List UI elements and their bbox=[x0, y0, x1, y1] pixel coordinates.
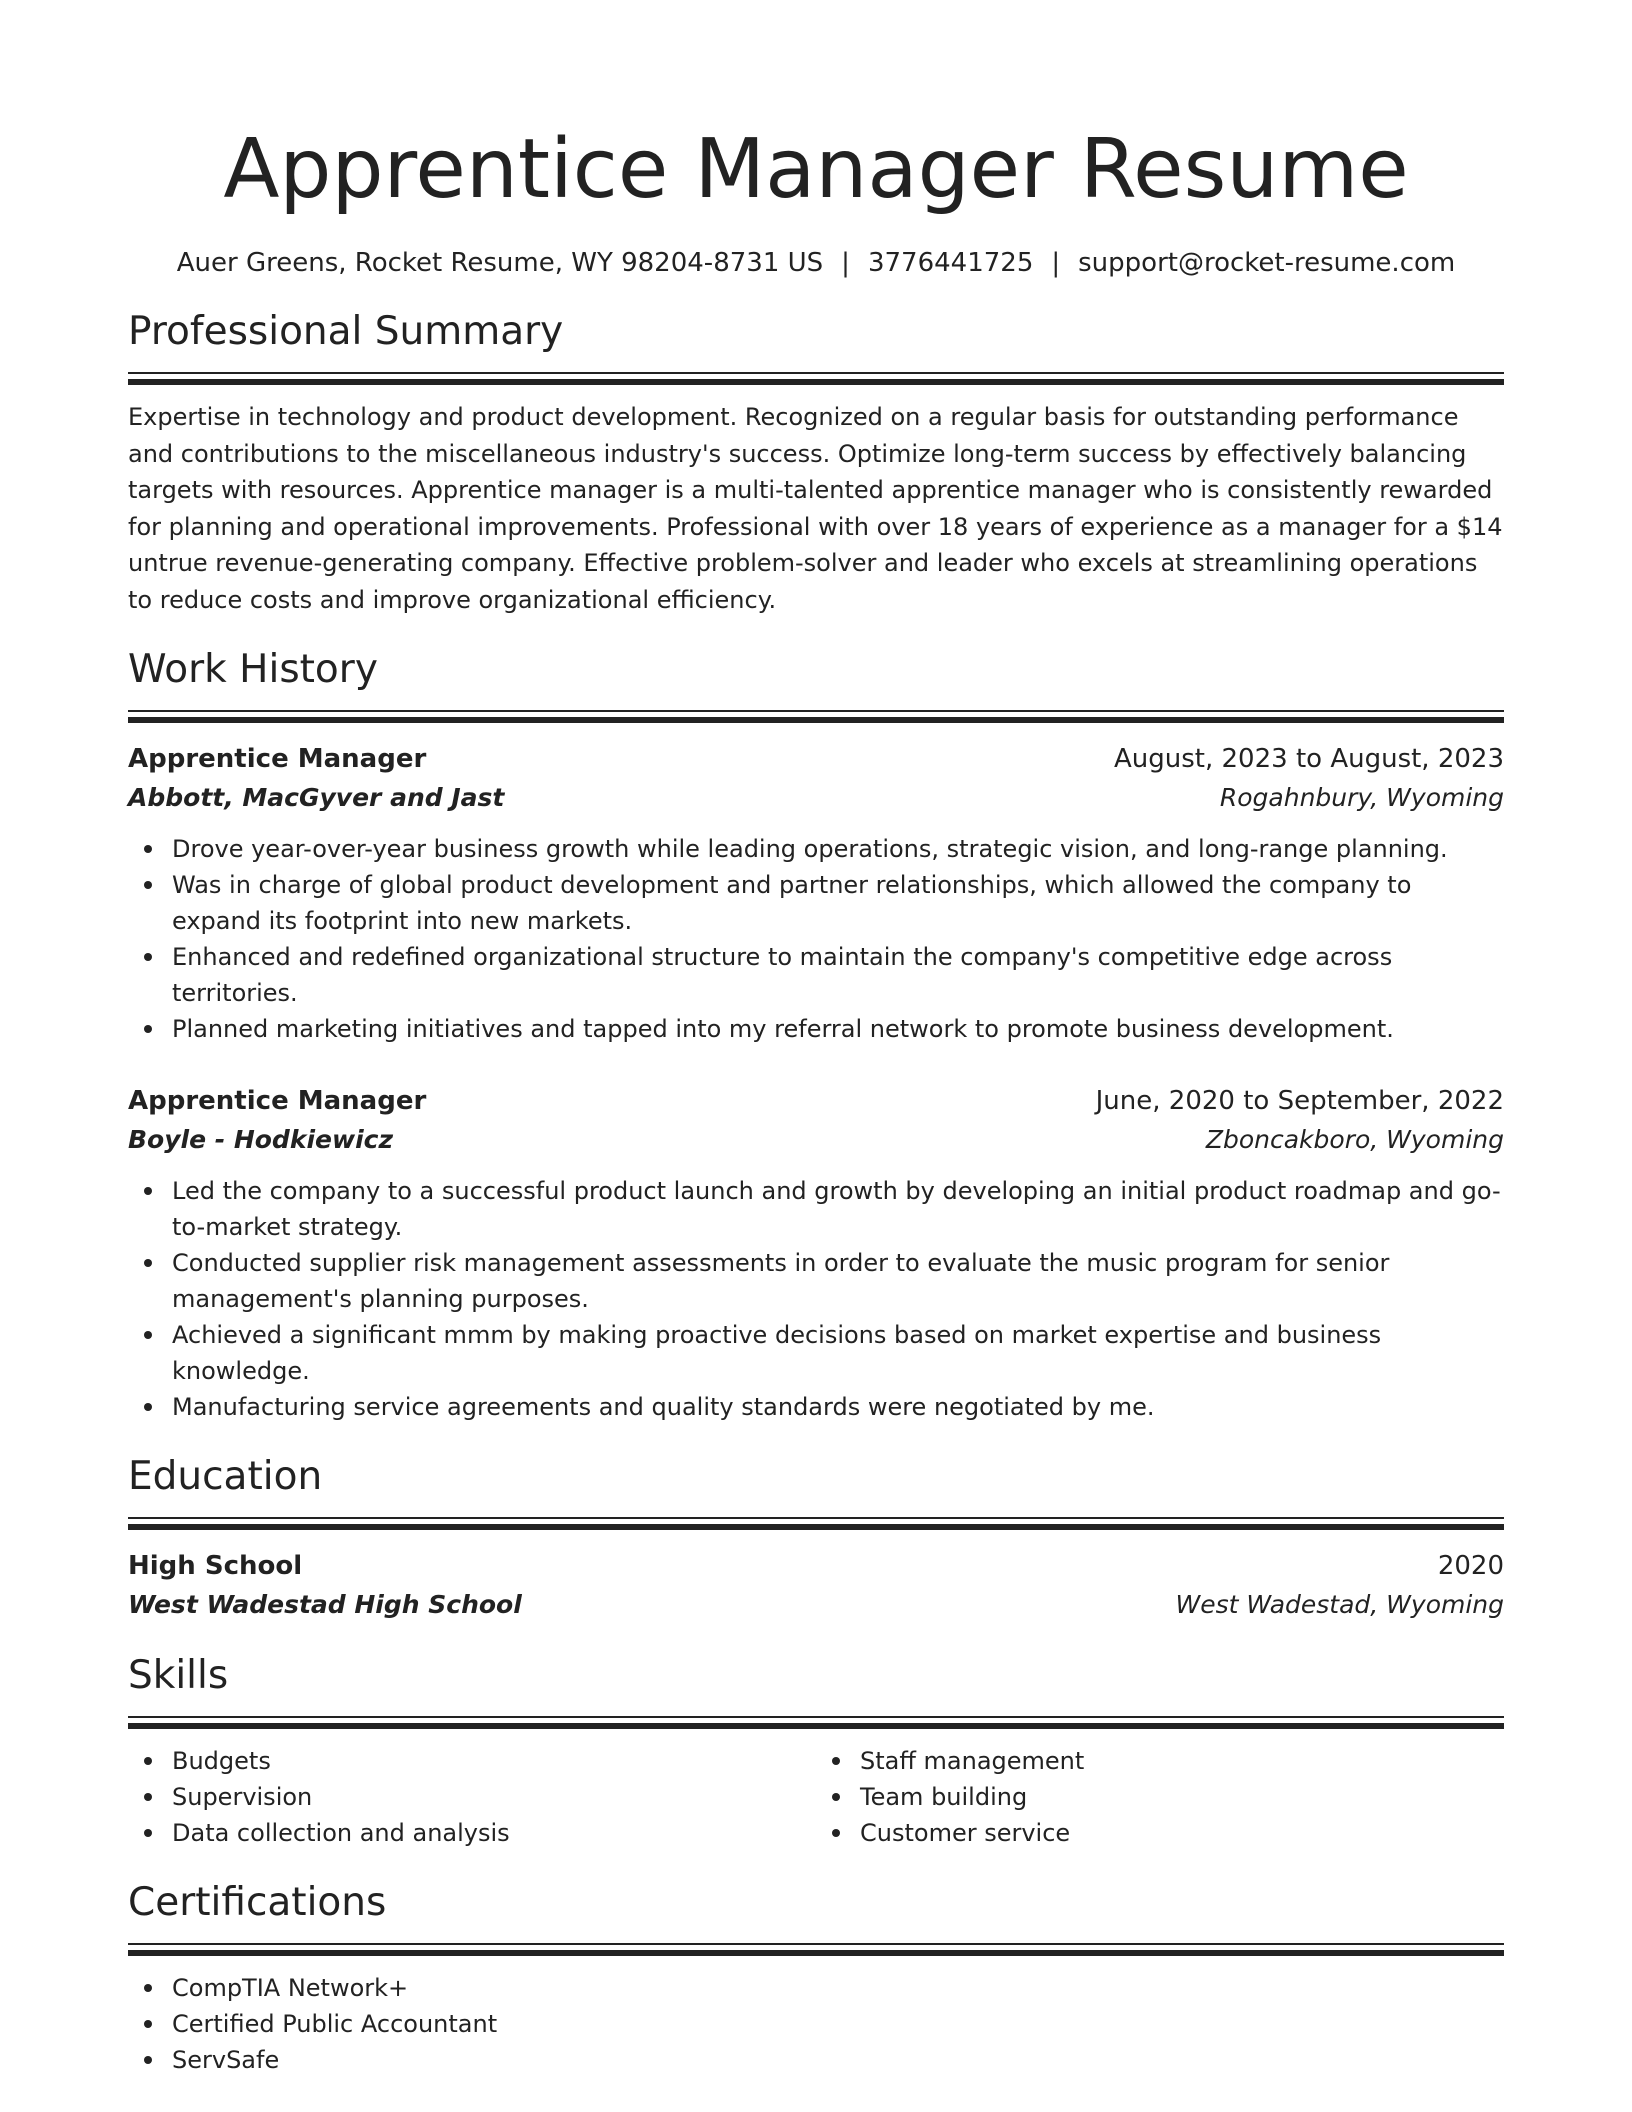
section-divider bbox=[128, 1723, 1504, 1729]
job-bullet: Was in charge of global product development and partner relationships, which allowed the company to expand its footprint into new markets. bbox=[128, 867, 1504, 939]
section-divider bbox=[128, 1524, 1504, 1530]
job-entry bbox=[128, 1081, 1504, 1425]
education-header-row bbox=[128, 1546, 1504, 1586]
certification-item: Certified Public Accountant bbox=[128, 2006, 1504, 2042]
summary-text: Expertise in technology and product development. Recognized on a regular basis for outstanding performance and contributions to the miscellaneous industry's success. Optimize long-term success by effectively balancing targets with resources. Apprentice manager is a multi-talented apprentice manager who is consistently rewarded for planning and operational improvements. Professional with over 18 years of experience as a manager for a $14 untrue revenue-generating company. Effective problem-solver and leader who excels at streamlining operations to reduce costs and improve organizational efficiency. bbox=[128, 403, 1503, 614]
job-company: Abbott, MacGyver and Jast bbox=[128, 783, 505, 812]
summary-section bbox=[128, 306, 1504, 618]
skill-item: Team building bbox=[816, 1779, 1504, 1815]
job-header-row bbox=[128, 1081, 1504, 1121]
contact-separator: | bbox=[1051, 248, 1061, 278]
job-bullet: Enhanced and redefined organizational structure to maintain the company's competitive edge across territories. bbox=[128, 939, 1504, 1011]
education-degree: High School bbox=[128, 1551, 303, 1581]
section-divider bbox=[128, 1517, 1504, 1519]
job-location: Rogahnbury, Wyoming bbox=[1219, 783, 1504, 812]
skill-item: Customer service bbox=[816, 1815, 1504, 1851]
certifications-list bbox=[128, 1970, 1504, 2078]
skill-item: Supervision bbox=[128, 1779, 816, 1815]
section-heading-education: Education bbox=[128, 1454, 323, 1499]
skill-item: Staff management bbox=[816, 1743, 1504, 1779]
section-divider bbox=[128, 379, 1504, 385]
job-bullet: Planned marketing initiatives and tapped into my referral network to promote business development. bbox=[128, 1011, 1504, 1047]
job-bullet: Led the company to a successful product launch and growth by developing an initial product roadmap and go-to-market strategy. bbox=[128, 1173, 1504, 1245]
job-title: Apprentice Manager bbox=[128, 744, 427, 774]
skills-grid bbox=[128, 1743, 1504, 1851]
job-company-row bbox=[128, 1121, 1504, 1159]
certifications-section bbox=[128, 1877, 1504, 2078]
job-title: Apprentice Manager bbox=[128, 1086, 427, 1116]
job-bullets bbox=[128, 831, 1504, 1047]
skill-item: Budgets bbox=[128, 1743, 816, 1779]
skill-item: Data collection and analysis bbox=[128, 1815, 816, 1851]
education-entry bbox=[128, 1546, 1504, 1624]
job-dates: June, 2020 to September, 2022 bbox=[1095, 1086, 1504, 1116]
section-heading-skills: Skills bbox=[128, 1653, 229, 1698]
job-location: Zboncakboro, Wyoming bbox=[1205, 1125, 1504, 1154]
section-heading-work-history: Work History bbox=[128, 647, 378, 692]
certification-item: ServSafe bbox=[128, 2042, 1504, 2078]
job-company-row bbox=[128, 779, 1504, 817]
skills-column-left bbox=[128, 1743, 816, 1851]
section-divider bbox=[128, 372, 1504, 374]
section-heading-summary: Professional Summary bbox=[128, 309, 564, 354]
skills-section bbox=[128, 1650, 1504, 1851]
work-history-section bbox=[128, 644, 1504, 1425]
job-dates: August, 2023 to August, 2023 bbox=[1114, 744, 1504, 774]
job-bullet: Conducted supplier risk management assessments in order to evaluate the music program for senior management's planning purposes. bbox=[128, 1245, 1504, 1317]
job-entry bbox=[128, 739, 1504, 1047]
job-bullets bbox=[128, 1173, 1504, 1425]
skills-column-right bbox=[816, 1743, 1504, 1851]
contact-address: Auer Greens, Rocket Resume, WY 98204-8731 US bbox=[176, 248, 824, 278]
education-location: West Wadestad, Wyoming bbox=[1175, 1590, 1504, 1619]
section-divider bbox=[128, 710, 1504, 712]
contact-phone: 3776441725 bbox=[867, 248, 1034, 278]
section-divider bbox=[128, 1716, 1504, 1718]
certification-item: CompTIA Network+ bbox=[128, 1970, 1504, 2006]
section-divider bbox=[128, 1943, 1504, 1945]
contact-email: support@rocket-resume.com bbox=[1078, 248, 1456, 278]
job-company: Boyle - Hodkiewicz bbox=[128, 1125, 394, 1154]
education-school-row bbox=[128, 1586, 1504, 1624]
education-section bbox=[128, 1451, 1504, 1624]
contact-line bbox=[128, 246, 1504, 280]
education-school: West Wadestad High School bbox=[128, 1590, 522, 1619]
section-divider bbox=[128, 1950, 1504, 1956]
contact-separator: | bbox=[841, 248, 850, 278]
section-divider bbox=[128, 717, 1504, 723]
section-heading-certifications: Certifications bbox=[128, 1880, 387, 1925]
resume-title: Apprentice Manager Resume bbox=[223, 122, 1409, 217]
education-year: 2020 bbox=[1437, 1551, 1504, 1581]
job-bullet: Drove year-over-year business growth while leading operations, strategic vision, and long-range planning. bbox=[128, 831, 1504, 867]
job-bullet: Manufacturing service agreements and quality standards were negotiated by me. bbox=[128, 1389, 1504, 1425]
job-bullet: Achieved a significant mmm by making proactive decisions based on market expertise and business knowledge. bbox=[128, 1317, 1504, 1389]
job-header-row bbox=[128, 739, 1504, 779]
